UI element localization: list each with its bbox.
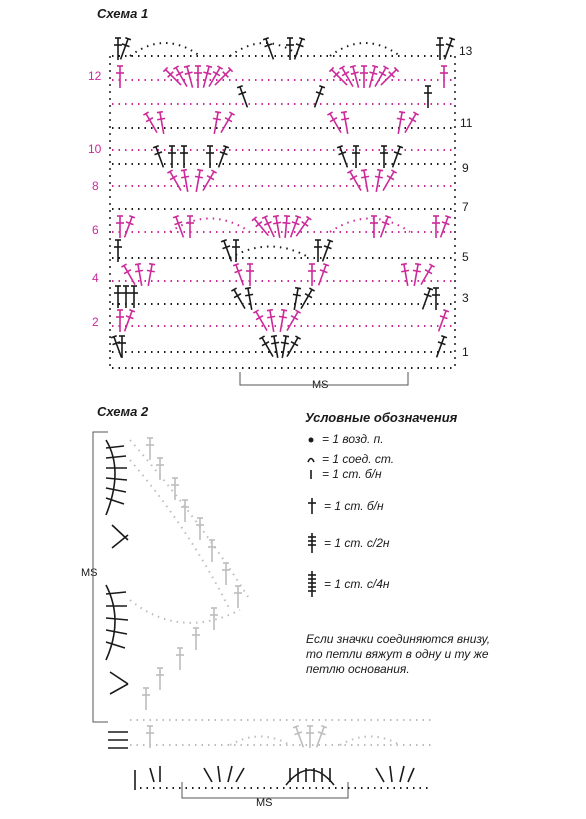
scheme2-title: Схема 2 <box>97 404 149 419</box>
legend-item-single-crochet <box>306 467 382 481</box>
legend-item-double-crochet <box>306 532 390 554</box>
scheme2-ms-bottom-label: MS <box>256 797 273 809</box>
scheme2-bottom-fans <box>150 766 414 785</box>
legend-title: Условные обозначения <box>305 410 458 425</box>
scheme1-ms-bracket <box>240 372 408 385</box>
legend-item-slip-stitch <box>306 452 394 466</box>
row-number-6: 6 <box>92 223 99 237</box>
row-number-13: 13 <box>459 44 473 58</box>
single-crochet-icon <box>306 468 316 480</box>
double-crochet-icon <box>306 532 318 554</box>
quad-crochet-icon <box>306 570 318 598</box>
row-number-7: 7 <box>462 200 469 214</box>
single-crochet-cross-icon <box>306 497 318 515</box>
scheme2-black-stitches <box>106 440 135 790</box>
row-number-9: 9 <box>462 161 469 175</box>
legend-label: = 1 ст. с/2н <box>324 536 390 550</box>
legend-note: Если значки соединяются внизу, то петли вяжут в одну и ту же петлю основания. <box>306 632 491 676</box>
legend-label: = 1 возд. п. <box>322 432 384 446</box>
row-number-10: 10 <box>88 142 102 156</box>
scheme2-grey-stitches <box>142 438 328 749</box>
row-number-3: 3 <box>462 291 469 305</box>
legend-item-quad-crochet <box>306 570 390 598</box>
legend-label: = 1 ст. б/н <box>322 467 382 481</box>
row-number-5: 5 <box>462 250 469 264</box>
row-number-8: 8 <box>92 179 99 193</box>
legend-label: = 1 ст. с/4н <box>324 577 390 591</box>
scheme2-ms-vertical-label: MS <box>81 567 98 579</box>
legend-label: = 1 соед. ст. <box>322 452 395 466</box>
scheme1-title: Схема 1 <box>97 6 149 21</box>
row-number-2: 2 <box>92 315 99 329</box>
row-number-12: 12 <box>88 69 102 83</box>
row-number-4: 4 <box>92 271 99 285</box>
row-number-1: 1 <box>462 345 469 359</box>
slip-stitch-icon <box>306 453 316 465</box>
chain-dot-icon <box>306 433 316 445</box>
legend-item-chain <box>306 432 384 446</box>
scheme1-magenta-stitches <box>116 65 452 332</box>
legend-item-single-crochet-cross <box>306 497 384 515</box>
row-number-11: 11 <box>460 116 473 130</box>
legend-label: = 1 ст. б/н <box>324 499 384 513</box>
scheme1-ms-label: MS <box>312 379 329 391</box>
